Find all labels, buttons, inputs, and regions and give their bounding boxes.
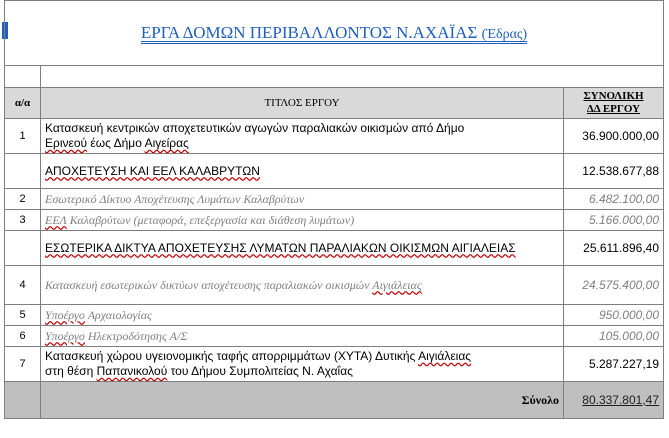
document-title: ΕΡΓΑ ΔΟΜΩΝ ΠΕΡΙΒΑΛΛΟΝΤΟΣ Ν.ΑΧΑΪΑΣ (Έδρας) [140,22,528,42]
row-title[interactable]: Εσωτερικό Δίκτυο Αποχέτευσης Λυμάτων Καλαβρύτων [41,189,564,210]
row-number[interactable] [5,154,41,189]
row-amount[interactable]: 6.482.100,00 [564,189,664,210]
row-number[interactable]: 6 [5,326,41,347]
spacer-cell[interactable] [41,66,664,88]
row-amount[interactable]: 5.287.227,19 [564,347,664,382]
table-row [5,154,664,189]
row-title[interactable]: ΕΣΩΤΕΡΙΚΑ ΔΙΚΤΥΑ ΑΠΟΧΕΤΕΥΣΗΣ ΛΥΜΑΤΩΝ ΠΑΡΑΛΙΑΚΩΝ ΟΙΚΙΣΜΩΝ ΑΙΓΙΑΛΕΙΑΣ [41,231,564,266]
header-total[interactable] [564,88,664,119]
total-row [5,382,664,419]
table-row [5,347,664,382]
header-total-line1: ΣΥΝΟΛΙΚΗ [583,90,644,102]
row-amount[interactable]: 36.900.000,00 [564,119,664,154]
row-number[interactable] [5,231,41,266]
table-row [5,326,664,347]
row-title[interactable]: Υποέργο Ηλεκτροδότησης Α/Σ [41,326,564,347]
row-amount[interactable]: 25.611.896,40 [564,231,664,266]
row-amount[interactable]: 950.000,00 [564,305,664,326]
table-row [5,210,664,231]
row-number[interactable]: 3 [5,210,41,231]
row-title[interactable]: Κατασκευή κεντρικών αποχετευτικών αγωγών παραλιακών οικισμών από Δήμο Ερινεού έως Δήμο Αιγείρας [41,119,564,154]
total-empty-cell[interactable] [5,382,41,419]
row-number[interactable]: 1 [5,119,41,154]
row-title[interactable]: Υποέργο Αρχαιολογίας [41,305,564,326]
row-title[interactable]: Κατασκευή εσωτερικών δικτύων αποχέτευσης παραλιακών οικισμών Αιγιάλειας [41,266,564,305]
row-number[interactable]: 7 [5,347,41,382]
header-row [5,88,664,119]
spacer-row [5,66,664,88]
row-amount[interactable]: 105.000,00 [564,326,664,347]
row-number[interactable]: 5 [5,305,41,326]
table-row [5,305,664,326]
row-amount[interactable]: 24.575.400,00 [564,266,664,305]
table-row [5,119,664,154]
projects-table [4,0,664,419]
title-row [5,1,664,66]
row-title[interactable]: ΑΠΟΧΕΤΕΥΣΗ ΚΑΙ ΕΕΛ ΚΑΛΑΒΡΥΤΩΝ [41,154,564,189]
row-amount[interactable]: 12.538.677,88 [564,154,664,189]
row-number[interactable]: 2 [5,189,41,210]
table-row [5,266,664,305]
total-label[interactable]: Σύνολο [41,382,564,419]
total-amount[interactable]: 80.337.801,47 [564,382,664,419]
spacer-cell[interactable] [5,66,41,88]
header-title[interactable]: ΤΙΤΛΟΣ ΕΡΓΟΥ [41,88,564,119]
row-number[interactable]: 4 [5,266,41,305]
row-title[interactable]: Κατασκευή χώρου υγειονομικής ταφής απορριμμάτων (ΧΥΤΑ) Δυτικής Αιγιάλειας στη θέση Παπανικολού του Δήμου Συμπολιτείας Ν. Αχαΐας [41,347,564,382]
table-row [5,189,664,210]
row-title[interactable]: ΕΕΛ Καλαβρύτων (μεταφορά, επεξεργασία και διάθεση λυμάτων) [41,210,564,231]
row-amount[interactable]: 5.166.000,00 [564,210,664,231]
header-total-line2: ΔΔ ΕΡΓΟΥ [586,103,641,115]
header-aa[interactable]: α/α [5,88,41,119]
table-row [5,231,664,266]
title-cell[interactable] [5,1,664,66]
